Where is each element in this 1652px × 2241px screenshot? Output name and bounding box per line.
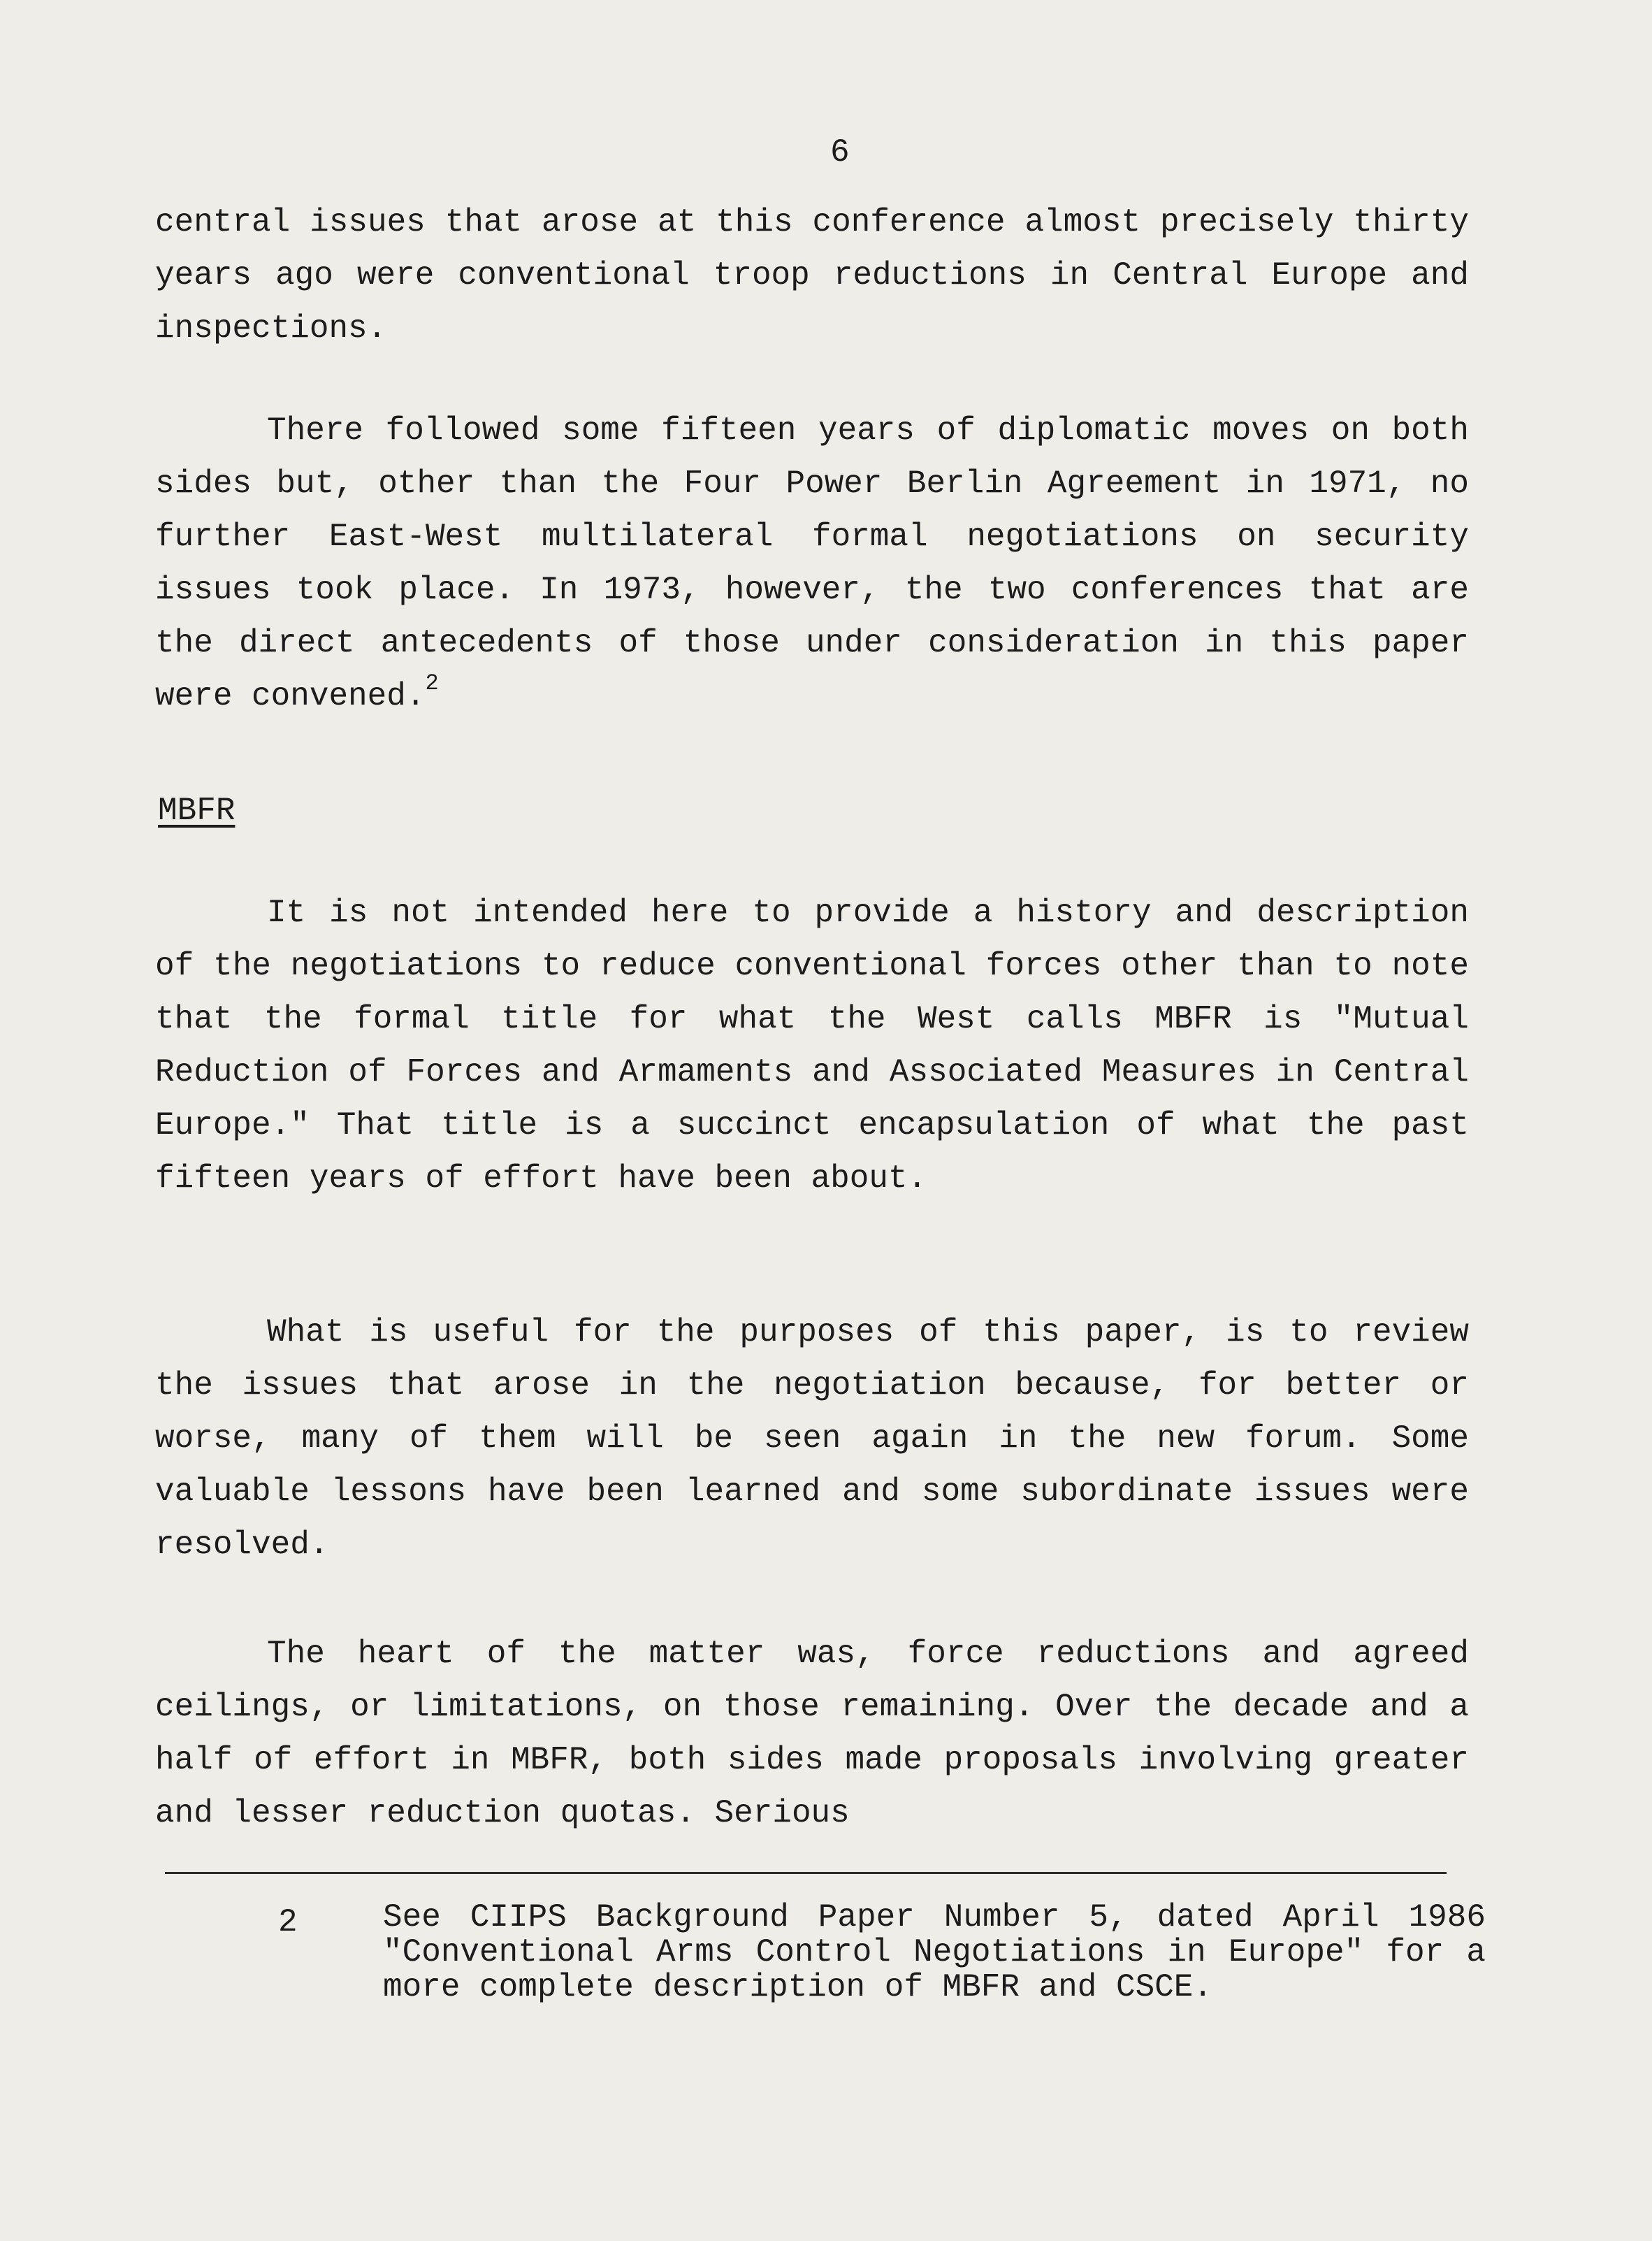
- paragraph-3-body: [155, 886, 1469, 1205]
- paragraph-5-body: [155, 1627, 1469, 1840]
- paragraph-1: [155, 196, 1469, 355]
- footnote-mark: 2: [278, 1904, 298, 1940]
- paragraph-3: [155, 886, 1469, 1205]
- paragraph-2: [155, 404, 1469, 723]
- paragraph-4-body: [155, 1306, 1469, 1571]
- page-number: 6: [830, 134, 850, 171]
- paragraph-5-text: The heart of the matter was, force reductions and agreed ceilings, or limitations, on those remaining. Over the decade and a half of effort in MBFR, both sides made proposals involving greater and lesser reduction quotas. Serious: [155, 1636, 1469, 1831]
- section-heading-mbfr: MBFR: [158, 793, 236, 829]
- paragraph-4: [155, 1306, 1469, 1571]
- footnote-reference: 2: [425, 670, 439, 696]
- footnote-text: See CIIPS Background Paper Number 5, dated April 1986 "Conventional Arms Control Negotiations in Europe" for a more complete description of MBFR and CSCE.: [383, 1899, 1486, 2005]
- paragraph-2-text: There followed some fifteen years of diplomatic moves on both sides but, other than the Four Power Berlin Agreement in 1971, no further East-West multilateral formal negotiations on security issues took place. In 1973, however, the two conferences that are the direct antecedents of those under consideration in this paper were convened.: [155, 412, 1469, 714]
- paragraph-1-text: central issues that arose at this conference almost precisely thirty years ago were conventional troop reductions in Central Europe and inspections.: [155, 204, 1469, 347]
- paragraph-5: [155, 1627, 1469, 1840]
- paragraph-4-text: What is useful for the purposes of this paper, is to review the issues that arose in the negotiation because, for better or worse, many of them will be seen again in the new forum. Some valuable lessons have been learned and some subordinate issues were resolved.: [155, 1314, 1469, 1563]
- paragraph-3-text: It is not intended here to provide a history and description of the negotiations to reduce conventional forces other than to note that the formal title for what the West calls MBFR is "Mutual Reduction of Forces and Armaments and Associated Measures in Central Europe." That title is a succinct encapsulation of what the past fifteen years of effort have been about.: [155, 895, 1469, 1197]
- footnote-separator: [165, 1872, 1447, 1874]
- paragraph-2-body: [155, 404, 1469, 723]
